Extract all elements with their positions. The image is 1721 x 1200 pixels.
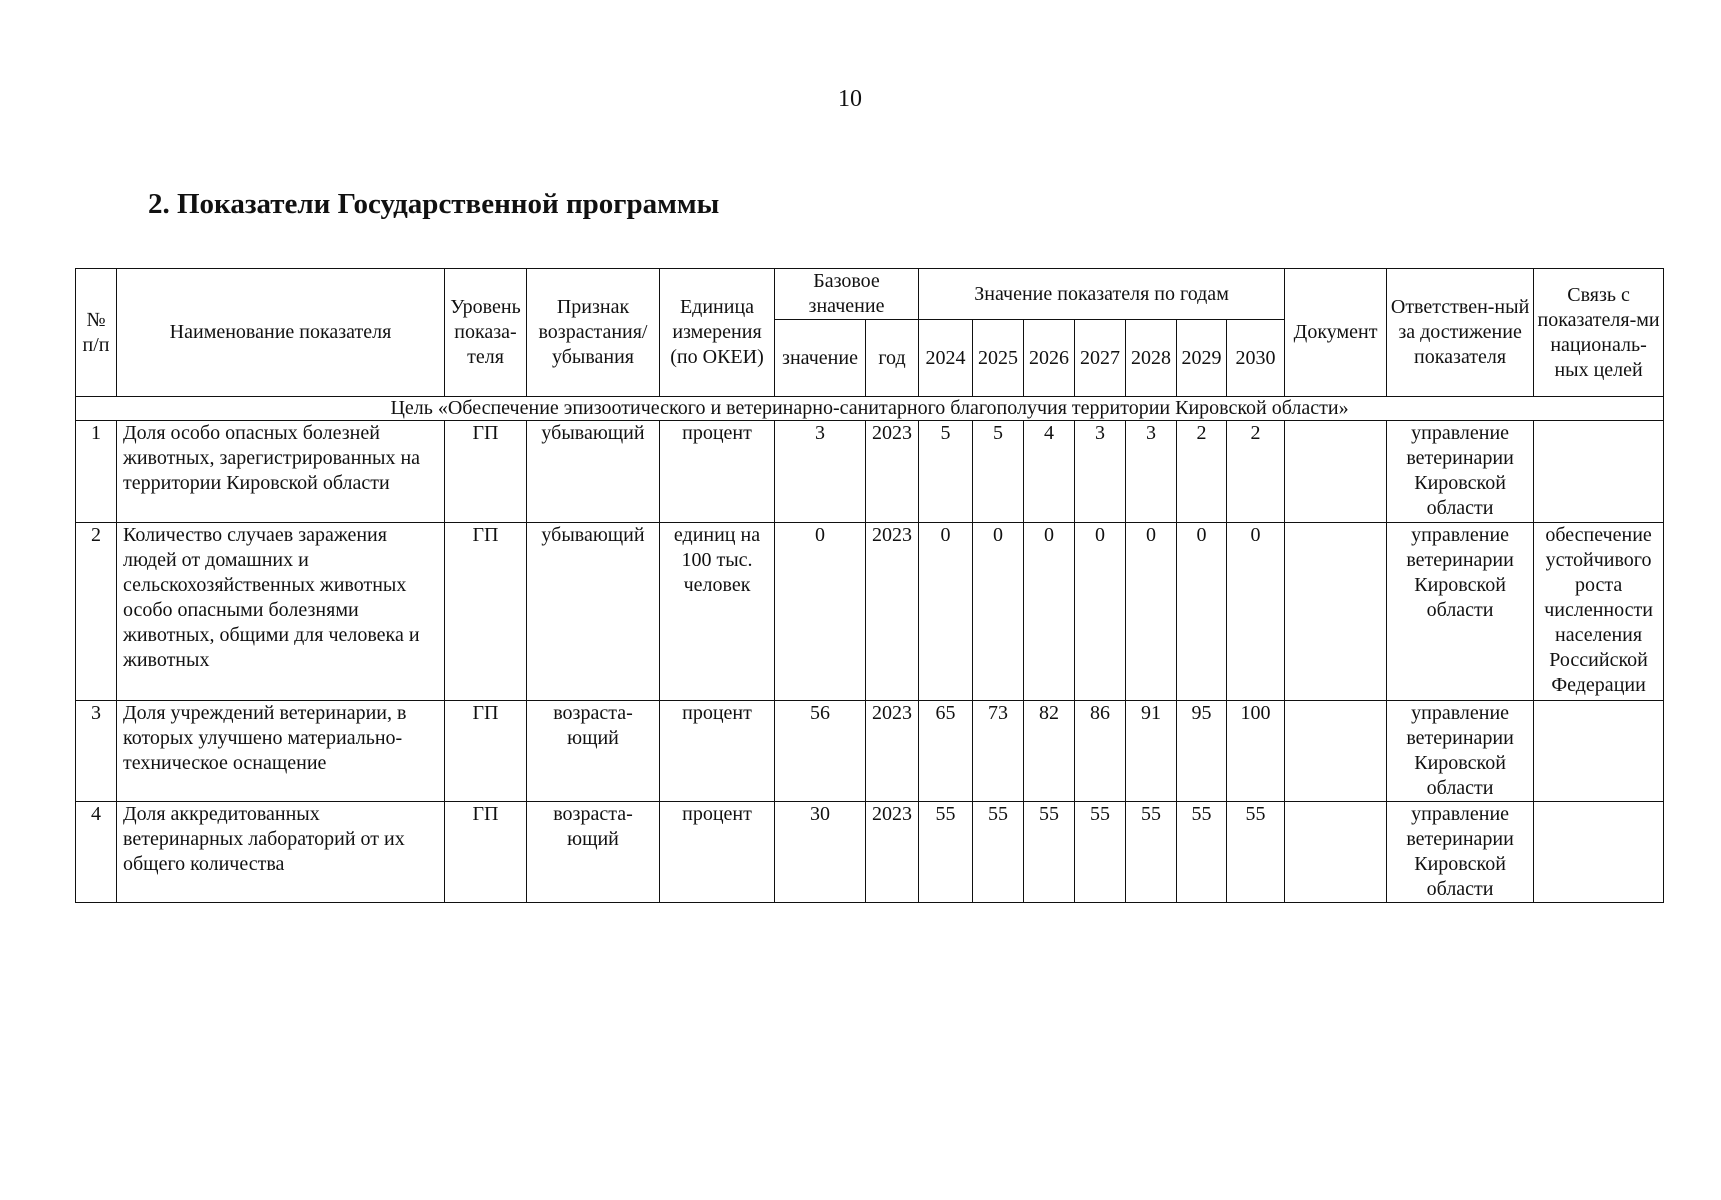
row-unit: процент <box>660 421 775 523</box>
row-value-2025: 55 <box>973 802 1024 903</box>
row-level: ГП <box>445 421 527 523</box>
header-year-2029: 2029 <box>1177 320 1227 397</box>
header-document: Документ <box>1285 269 1387 397</box>
row-link: обеспечение устойчивого роста численности населения Российской Федерации <box>1534 523 1664 701</box>
row-trend: убывающий <box>527 421 660 523</box>
row-document <box>1285 802 1387 903</box>
row-value-2029: 2 <box>1177 421 1227 523</box>
row-base-year: 2023 <box>866 523 919 701</box>
row-name: Доля особо опасных болезней животных, зарегистрированных на территории Кировской области <box>117 421 445 523</box>
header-num: № п/п <box>76 269 117 397</box>
header-year-2025: 2025 <box>973 320 1024 397</box>
table-row <box>76 523 1664 701</box>
header-link: Связь с показателя-ми националь-ных целей <box>1534 269 1664 397</box>
row-value-2025: 73 <box>973 701 1024 802</box>
header-trend: Признак возрастания/ убывания <box>527 269 660 397</box>
row-level: ГП <box>445 802 527 903</box>
row-trend: возраста-ющий <box>527 701 660 802</box>
row-document <box>1285 421 1387 523</box>
row-num: 1 <box>76 421 117 523</box>
header-name: Наименование показателя <box>117 269 445 397</box>
header-responsible: Ответствен-ный за достижение показателя <box>1387 269 1534 397</box>
row-value-2024: 55 <box>919 802 973 903</box>
header-year-2027: 2027 <box>1075 320 1126 397</box>
row-num: 2 <box>76 523 117 701</box>
row-value-2026: 4 <box>1024 421 1075 523</box>
row-value-2026: 82 <box>1024 701 1075 802</box>
row-document <box>1285 523 1387 701</box>
row-value-2025: 5 <box>973 421 1024 523</box>
row-value-2027: 86 <box>1075 701 1126 802</box>
row-level: ГП <box>445 701 527 802</box>
row-value-2028: 3 <box>1126 421 1177 523</box>
header-years-group: Значение показателя по годам <box>919 269 1285 320</box>
row-base-value: 56 <box>775 701 866 802</box>
row-document <box>1285 701 1387 802</box>
row-value-2029: 55 <box>1177 802 1227 903</box>
row-value-2027: 0 <box>1075 523 1126 701</box>
row-value-2024: 5 <box>919 421 973 523</box>
row-name: Количество случаев заражения людей от домашних и сельскохозяйственных животных особо опасными болезнями животных, общими для человека и животных <box>117 523 445 701</box>
row-value-2027: 3 <box>1075 421 1126 523</box>
row-trend: убывающий <box>527 523 660 701</box>
header-base-year: год <box>866 320 919 397</box>
header-year-2024: 2024 <box>919 320 973 397</box>
row-value-2028: 0 <box>1126 523 1177 701</box>
row-name: Доля учреждений ветеринарии, в которых улучшено материально-техническое оснащение <box>117 701 445 802</box>
row-base-value: 30 <box>775 802 866 903</box>
header-base-value: значение <box>775 320 866 397</box>
row-value-2030: 0 <box>1227 523 1285 701</box>
row-value-2028: 91 <box>1126 701 1177 802</box>
section-title: 2. Показатели Государственной программы <box>148 188 720 220</box>
row-level: ГП <box>445 523 527 701</box>
row-link <box>1534 421 1664 523</box>
header-level: Уровень показа-теля <box>445 269 527 397</box>
row-name: Доля аккредитованных ветеринарных лабораторий от их общего количества <box>117 802 445 903</box>
row-value-2030: 100 <box>1227 701 1285 802</box>
row-value-2024: 0 <box>919 523 973 701</box>
row-trend: возраста-ющий <box>527 802 660 903</box>
row-value-2025: 0 <box>973 523 1024 701</box>
header-year-2026: 2026 <box>1024 320 1075 397</box>
row-value-2026: 0 <box>1024 523 1075 701</box>
row-base-year: 2023 <box>866 802 919 903</box>
goal-row: Цель «Обеспечение эпизоотического и ветеринарно-санитарного благополучия территории Кировской области» <box>76 397 1664 421</box>
header-year-2028: 2028 <box>1126 320 1177 397</box>
row-link <box>1534 701 1664 802</box>
row-link <box>1534 802 1664 903</box>
row-value-2026: 55 <box>1024 802 1075 903</box>
row-unit: процент <box>660 701 775 802</box>
row-value-2030: 2 <box>1227 421 1285 523</box>
table-row <box>76 701 1664 802</box>
row-value-2029: 0 <box>1177 523 1227 701</box>
row-base-year: 2023 <box>866 701 919 802</box>
row-value-2028: 55 <box>1126 802 1177 903</box>
row-unit: единиц на 100 тыс. человек <box>660 523 775 701</box>
row-responsible: управление ветеринарии Кировской области <box>1387 523 1534 701</box>
row-unit: процент <box>660 802 775 903</box>
header-year-2030: 2030 <box>1227 320 1285 397</box>
row-responsible: управление ветеринарии Кировской области <box>1387 701 1534 802</box>
row-value-2029: 95 <box>1177 701 1227 802</box>
row-num: 4 <box>76 802 117 903</box>
row-value-2030: 55 <box>1227 802 1285 903</box>
table-row <box>76 802 1664 903</box>
row-base-year: 2023 <box>866 421 919 523</box>
indicators-table <box>75 268 1664 903</box>
header-base-group: Базовое значение <box>775 269 919 320</box>
row-value-2024: 65 <box>919 701 973 802</box>
page-number: 10 <box>838 86 862 112</box>
row-responsible: управление ветеринарии Кировской области <box>1387 802 1534 903</box>
header-unit: Единица измерения (по ОКЕИ) <box>660 269 775 397</box>
row-base-value: 0 <box>775 523 866 701</box>
row-value-2027: 55 <box>1075 802 1126 903</box>
table-row <box>76 421 1664 523</box>
row-responsible: управление ветеринарии Кировской области <box>1387 421 1534 523</box>
row-num: 3 <box>76 701 117 802</box>
row-base-value: 3 <box>775 421 866 523</box>
